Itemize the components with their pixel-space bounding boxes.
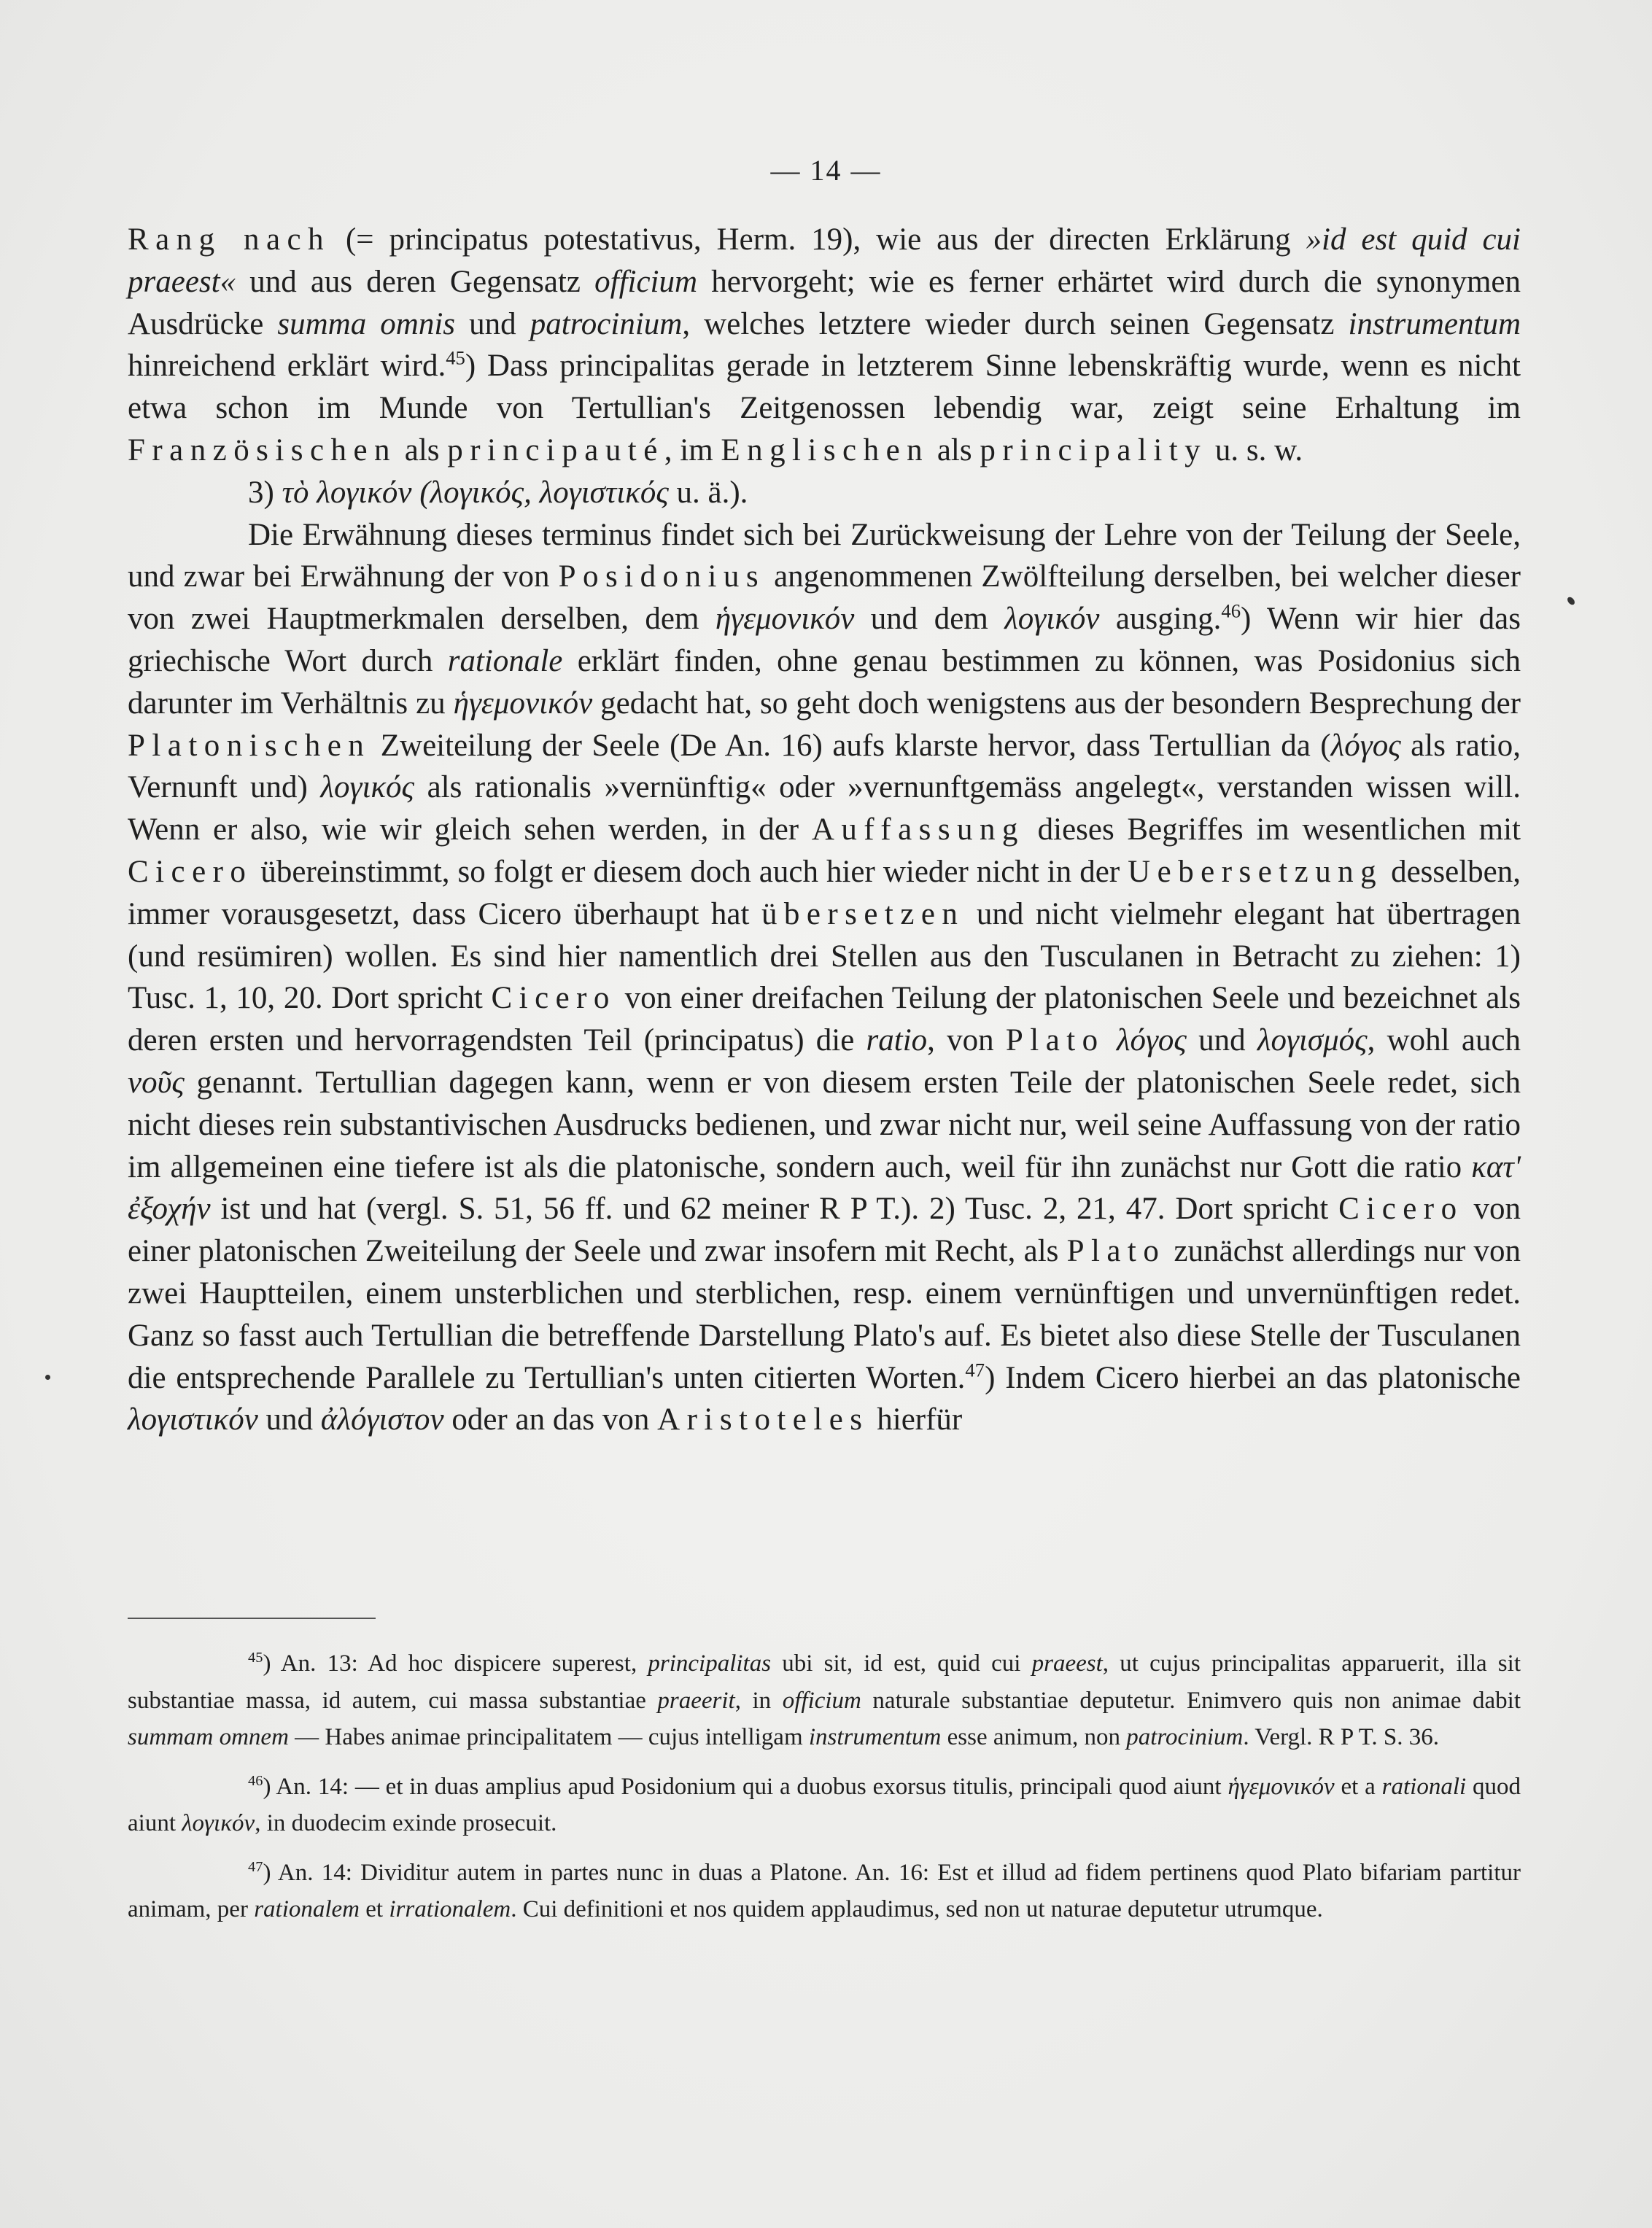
text-run: , wohl auch bbox=[1367, 1023, 1521, 1058]
italic-term: summa omnis bbox=[277, 306, 456, 341]
italic-term: principalitas bbox=[648, 1650, 772, 1677]
text-run: Die Erwähnung dieses terminus findet sich bei Zurückweisung der Lehre von der Teilung der Seele, und zwar bei Erwähnung der von bbox=[128, 517, 1521, 594]
greek-term: λογιστικόν bbox=[128, 1402, 258, 1437]
text-run: . Vergl. R P T. S. 36. bbox=[1243, 1724, 1440, 1750]
text-run: und dem bbox=[854, 602, 1005, 637]
text-run: genannt. Tertullian dagegen kann, wenn er von diesem ersten Teile der platonischen Seele redet, sich nicht dieses rein substantivischen Ausdrucks bedienen, und zwar nicht nur, weil seine Auffassung von der ratio im allgemeinen eine tiefere ist als die platonische, sondern auch, weil für ihn zunächst nur Gott die ratio bbox=[128, 1065, 1521, 1184]
italic-term: officium bbox=[594, 264, 698, 299]
text-run: von einer dreifachen Teilung der platonischen Seele und bezeichnet als deren ersten und hervorragendsten Teil (principatus) die bbox=[128, 981, 1521, 1058]
spaced-name: Plato bbox=[1066, 1234, 1166, 1269]
greek-term: λογικόν bbox=[182, 1810, 255, 1836]
footnote-ref: 46 bbox=[248, 1772, 263, 1789]
spaced-name: Plato bbox=[1005, 1023, 1105, 1058]
greek-term: ἡγεμονικόν bbox=[453, 686, 593, 721]
footnote-46 bbox=[128, 1769, 1521, 1842]
paragraph-erwaehnung bbox=[128, 514, 1521, 1442]
paragraph-section-heading bbox=[128, 472, 1521, 514]
italic-term: summam omnem bbox=[128, 1724, 289, 1750]
spaced-name: Französischen bbox=[128, 432, 397, 467]
text-run: ) An. 14: Dividitur autem in partes nunc in duas a Platone. An. 16: Est et illud ad fidem pertinens quod Plato bifariam partitur animam, per bbox=[128, 1859, 1521, 1922]
text-run: esse animum, non bbox=[941, 1724, 1127, 1750]
text-run: desselben, immer vorausgesetzt, dass Cicero überhaupt hat bbox=[128, 854, 1521, 931]
text-run: quod aiunt bbox=[128, 1773, 1521, 1836]
italic-term: rationalem bbox=[254, 1896, 360, 1922]
footnotes bbox=[128, 1645, 1521, 1941]
text-run: ist und hat (vergl. S. 51, 56 ff. und 62 meiner R P T.). 2) Tusc. 2, 21, 47. Dort spricht bbox=[210, 1192, 1339, 1227]
italic-term: rationali bbox=[1381, 1773, 1467, 1800]
main-text bbox=[128, 219, 1521, 1441]
spaced-name: Aristoteles bbox=[657, 1402, 869, 1437]
spaced-name: Englischen bbox=[721, 432, 930, 467]
spaced-name: Posidonius bbox=[558, 559, 766, 594]
text-run: und nicht vielmehr elegant hat übertragen (und resümiren) wollen. Es sind hier namentlich drei Stellen aus den Tusculanen in Betracht zu ziehen: 1) Tusc. 1, 10, 20. Dort spricht bbox=[128, 896, 1521, 1016]
text-run: et a bbox=[1334, 1773, 1382, 1800]
text-run: ubi sit, id est, quid cui bbox=[771, 1650, 1032, 1677]
spaced-name: Cicero bbox=[491, 981, 616, 1016]
text-run: ) Dass principalitas gerade in letzterem Sinne lebenskräftig wurde, wenn es nicht etwa schon im Munde von Tertullian's Zeitgenossen lebendig war, zeigt seine Erhaltung im bbox=[128, 349, 1521, 426]
text-run: , in bbox=[734, 1687, 783, 1714]
italic-term: irrationalem bbox=[389, 1896, 511, 1922]
italic-term: praeest bbox=[1031, 1650, 1103, 1677]
italic-term: »id est quid cui praeest« bbox=[128, 222, 1521, 299]
spaced-name: Rang nach bbox=[128, 222, 331, 257]
footnote-ref: 47 bbox=[965, 1359, 985, 1381]
text-run bbox=[1105, 1023, 1117, 1057]
text-run: , im bbox=[664, 432, 721, 467]
footnote-divider bbox=[128, 1618, 376, 1619]
spaced-name: Cicero bbox=[128, 854, 253, 889]
italic-term: instrumentum bbox=[808, 1724, 942, 1750]
text-run: (= principatus potestativus, Herm. 19), wie aus der directen Erklärung bbox=[330, 222, 1306, 257]
text-run: von einer platonischen Zweiteilung der Seele und zwar insofern mit Recht, als bbox=[128, 1192, 1521, 1269]
greek-term: ἀλόγιστον bbox=[320, 1402, 444, 1437]
text-run: zunächst allerdings nur von zwei Hauptteilen, einem unsterblichen und sterblichen, resp. einem vernünftigen und unvernünftigen redet. Ganz so fasst auch Tertullian die betreffende Darstellung Plato's auf. Es bietet also diese Stelle der Tusculanen die entsprechende Parallele zu Tertullian's unten citierten Worten. bbox=[128, 1234, 1521, 1395]
text-run: erklärt finden, ohne genau bestimmen zu können, was Posidonius sich darunter im Verhältnis zu bbox=[128, 643, 1521, 721]
greek-term: κατ' ἐξοχήν bbox=[128, 1149, 1521, 1227]
italic-term: officium bbox=[782, 1687, 861, 1714]
page-number: — 14 — bbox=[770, 154, 882, 187]
footnote-47 bbox=[128, 1855, 1521, 1928]
italic-term: patrocinium bbox=[1126, 1724, 1244, 1750]
text-run: ) Wenn wir hier das griechische Wort durch bbox=[128, 602, 1521, 678]
text-run: als bbox=[929, 432, 980, 467]
greek-term: λογικόν bbox=[1004, 602, 1100, 637]
text-run: ausging. bbox=[1099, 602, 1222, 637]
text-run: übereinstimmt, so folgt er diesem doch auch hier wieder nicht in der bbox=[252, 854, 1128, 889]
greek-term: ἡγεμονικόν bbox=[1228, 1773, 1335, 1800]
spaced-name: principality bbox=[980, 432, 1208, 467]
text-run: hierfür bbox=[869, 1402, 963, 1437]
text-run: gedacht hat, so geht doch wenigstens aus der besondern Besprechung der bbox=[592, 686, 1521, 721]
text-run: 3) bbox=[248, 475, 282, 510]
text-run: ) An. 14: — et in duas amplius apud Posidonium qui a duobus exorsus titulis, principali quod aiunt bbox=[263, 1773, 1228, 1800]
footnote-ref: 47 bbox=[248, 1858, 263, 1875]
text-run: hervorgeht; wie es ferner erhärtet wird durch die synonymen Ausdrücke bbox=[128, 264, 1521, 341]
text-run: naturale substantiae deputetur. Enimvero quis non animae dabit bbox=[861, 1687, 1521, 1714]
footnote-45 bbox=[128, 1645, 1521, 1756]
spaced-name: principauté bbox=[447, 432, 664, 467]
greek-term: λόγος bbox=[1116, 1023, 1187, 1058]
text-run: et bbox=[360, 1896, 389, 1922]
text-run: als bbox=[396, 432, 448, 467]
text-run: und aus deren Gegensatz bbox=[236, 264, 595, 299]
text-run: , ut cujus principalitas apparuerit, illa sit substantiae massa, id autem, cui massa substantiae bbox=[128, 1650, 1521, 1714]
scan-speck bbox=[1566, 596, 1576, 606]
text-run: oder an das von bbox=[443, 1402, 658, 1437]
spaced-name: Uebersetzung bbox=[1128, 854, 1384, 889]
greek-term: λόγος bbox=[1330, 728, 1401, 763]
text-run: und bbox=[455, 306, 530, 341]
text-run: u. ä.). bbox=[668, 475, 748, 510]
text-run: — Habes animae principalitatem — cujus intelligam bbox=[288, 1724, 809, 1750]
text-run: hinreichend erklärt wird. bbox=[128, 349, 446, 384]
text-run: Zweiteilung der Seele (De An. 16) aufs klarste hervor, dass Tertullian da ( bbox=[371, 728, 1331, 763]
spaced-name: übersetzen bbox=[761, 896, 965, 931]
italic-term: instrumentum bbox=[1348, 306, 1521, 341]
footnote-ref: 45 bbox=[248, 1650, 263, 1666]
text-run: , welches letztere wieder durch seinen Gegensatz bbox=[682, 306, 1349, 341]
text-run: , in duodecim exinde prosecuit. bbox=[255, 1810, 557, 1836]
text-run: , von bbox=[927, 1023, 1006, 1058]
text-run: und bbox=[1186, 1023, 1257, 1058]
italic-term: patrocinium bbox=[530, 306, 683, 341]
text-run: ) Indem Cicero hierbei an das platonische bbox=[985, 1360, 1521, 1395]
footnote-ref: 46 bbox=[1221, 599, 1241, 622]
greek-term: λογισμός bbox=[1257, 1023, 1368, 1058]
italic-term: praeerit bbox=[657, 1687, 735, 1714]
greek-term: τὸ λογικόν (λογικός, λογιστικός bbox=[282, 475, 669, 510]
greek-term: ἡγεμονικόν bbox=[715, 602, 855, 637]
italic-term: rationale bbox=[447, 643, 563, 678]
text-run: angenommenen Zwölfteilung derselben, bei welcher dieser von zwei Hauptmerkmalen derselben, dem bbox=[128, 559, 1521, 637]
greek-term: λογικός bbox=[320, 770, 415, 805]
text-run: und bbox=[257, 1402, 321, 1437]
text-run: dieses Begriffes im wesentlichen mit bbox=[1024, 812, 1521, 847]
paragraph-rang-nach bbox=[128, 219, 1521, 472]
footnote-ref: 45 bbox=[446, 347, 465, 370]
text-run: . Cui definitioni et nos quidem applaudimus, sed non ut naturae deputetur utrumque. bbox=[511, 1896, 1323, 1922]
text-run: als rationalis »vernünftig« oder »vernunftgemäss angelegt«, verstanden wissen will. Wenn er also, wie wir gleich sehen werden, in der bbox=[128, 770, 1521, 847]
spaced-name: Platonischen bbox=[128, 728, 371, 763]
text-run: u. s. w. bbox=[1207, 432, 1303, 467]
text-run: als ratio, Vernunft und) bbox=[128, 728, 1521, 805]
italic-term: ratio bbox=[866, 1023, 928, 1058]
spaced-name: Auffassung bbox=[811, 812, 1025, 847]
scan-speck bbox=[45, 1375, 50, 1380]
spaced-name: Cicero bbox=[1338, 1192, 1464, 1227]
text-run: ) An. 13: Ad hoc dispicere superest, bbox=[263, 1650, 648, 1677]
greek-term: νοῦς bbox=[128, 1065, 185, 1100]
